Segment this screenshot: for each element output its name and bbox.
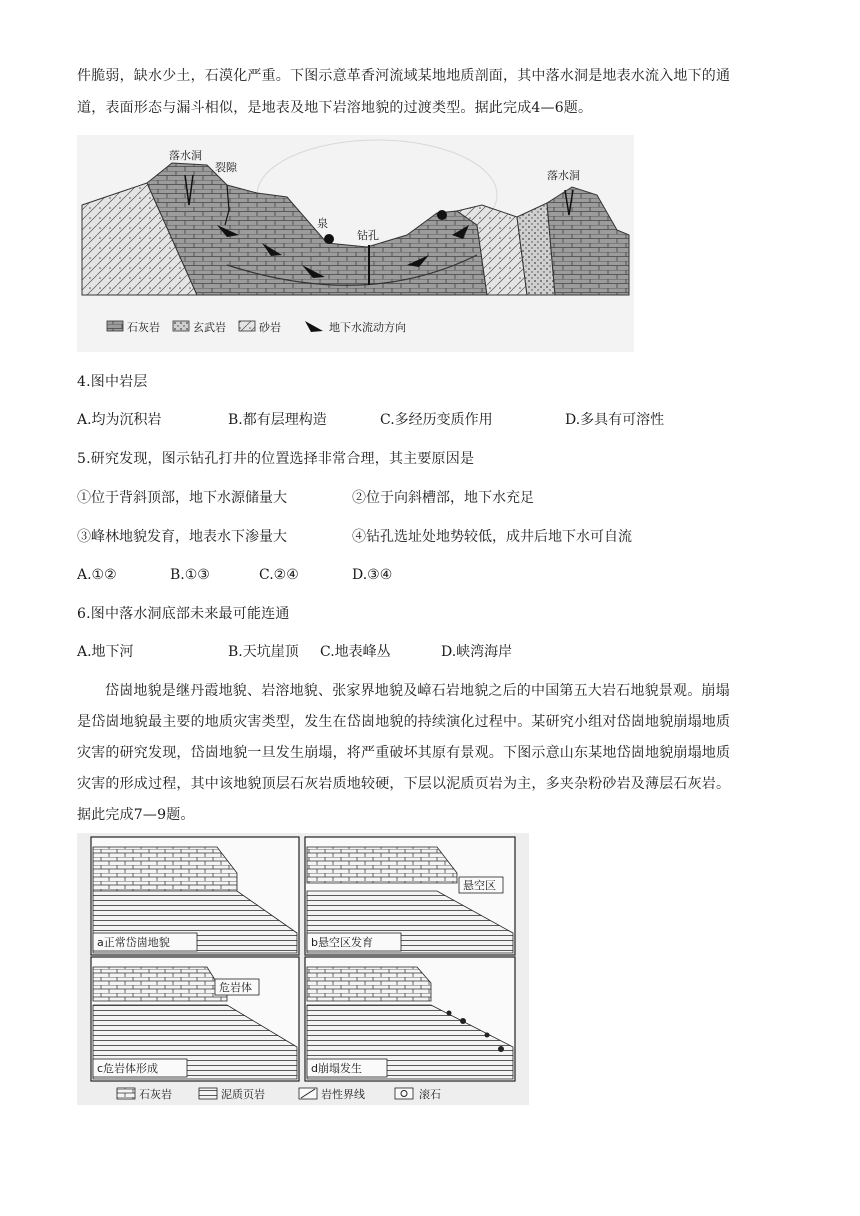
q4-option-a: A.均为沉积岩 <box>77 412 162 428</box>
q5-stem: 5.研究发现，图示钻孔打井的位置选择非常合理，其主要原因是 <box>77 451 475 467</box>
intro2-line4: 灾害的形成过程，其中该地貌顶层石灰岩质地较硬，下层以泥质页岩为主，多夹杂粉砂岩及薄层石灰岩。 <box>77 776 731 792</box>
q5-option-c: C.②④ <box>259 567 299 583</box>
panel-c <box>91 957 299 1081</box>
panel-a-label: a正常岱崮地貌 <box>97 936 170 949</box>
legend-boulder: 滚石 <box>419 1088 441 1101</box>
q5-option-d: D.③④ <box>352 567 393 583</box>
legend-limestone-2: 石灰岩 <box>139 1088 172 1101</box>
callout-overhang: 悬空区 <box>463 879 496 892</box>
label-sinkhole-right: 落水洞 <box>547 169 580 182</box>
label-spring: 泉 <box>317 217 328 230</box>
panel-a <box>91 837 299 955</box>
figure-daigu-collapse <box>77 833 529 1105</box>
q5-item-1: ①位于背斜顶部，地下水源储量大 <box>77 490 287 506</box>
label-fissure: 裂隙 <box>215 161 237 174</box>
label-sinkhole-left: 落水洞 <box>169 149 202 162</box>
panel-d <box>305 957 515 1081</box>
q4-stem: 4.图中岩层 <box>77 374 148 390</box>
panel-d-label: d崩塌发生 <box>311 1062 362 1075</box>
q4-option-c: C.多经历变质作用 <box>380 412 493 428</box>
label-borehole: 钻孔 <box>357 229 379 242</box>
callout-dangerous-rock: 危岩体 <box>219 981 252 994</box>
intro2-line5: 据此完成7—9题。 <box>77 807 195 823</box>
q6-option-c: C.地表峰丛 <box>320 644 391 660</box>
intro1-line1: 件脆弱，缺水少土，石漠化严重。下图示意革香河流域某地地质剖面，其中落水洞是地表水流入地下的通 <box>77 68 731 84</box>
figure1-legend <box>107 320 406 334</box>
figure-geologic-section <box>77 135 634 352</box>
q5-option-a: A.①② <box>77 567 117 583</box>
figure2-legend <box>117 1087 441 1101</box>
q5-item-2: ②位于向斜槽部，地下水充足 <box>352 490 534 506</box>
intro2-line3: 灾害的研究发现，岱崮地貌一旦发生崩塌，将严重破坏其原有景观。下图示意山东某地岱崮地貌崩塌地质 <box>77 745 731 761</box>
spring-dot <box>324 234 334 244</box>
q4-option-b: B.都有层理构造 <box>228 412 327 428</box>
geologic-section-svg <box>77 135 634 352</box>
panel-c-label: c危岩体形成 <box>97 1062 159 1075</box>
intro2-line1: 岱崮地貌是继丹霞地貌、岩溶地貌、张家界地貌及嶂石岩地貌之后的中国第五大岩石地貌景观。崩塌 <box>105 683 730 699</box>
intro2-line2: 是岱崮地貌最主要的地质灾害类型，发生在岱崮地貌的持续演化过程中。某研究小组对岱崮地貌崩塌地质 <box>77 714 731 730</box>
panel-b-label: b悬空区发育 <box>311 936 373 949</box>
legend-boundary: 岩性界线 <box>321 1088 365 1101</box>
q6-option-a: A.地下河 <box>77 644 134 660</box>
q5-item-4: ④钻孔选址处地势较低，成井后地下水可自流 <box>352 529 632 545</box>
legend-flow: 地下水流动方向 <box>329 321 406 334</box>
q5-item-3: ③峰林地貌发育，地表水下渗量大 <box>77 529 287 545</box>
legend-limestone: 石灰岩 <box>127 321 160 334</box>
q5-option-b: B.①③ <box>170 567 210 583</box>
q6-option-b: B.天坑崖顶 <box>228 644 299 660</box>
intro1-line2: 道，表面形态与漏斗相似，是地表及地下岩溶地貌的过渡类型。据此完成4—6题。 <box>77 100 593 116</box>
legend-sandstone: 砂岩 <box>259 321 281 334</box>
legend-shale: 泥质页岩 <box>221 1088 265 1101</box>
q4-option-d: D.多具有可溶性 <box>565 412 665 428</box>
legend-basalt: 玄武岩 <box>193 321 226 334</box>
daigu-collapse-svg <box>77 833 529 1105</box>
spring-dot-right <box>437 210 447 220</box>
q6-option-d: D.峡湾海岸 <box>441 644 513 660</box>
q6-stem: 6.图中落水洞底部未来最可能连通 <box>77 606 290 622</box>
panel-b <box>305 837 515 955</box>
